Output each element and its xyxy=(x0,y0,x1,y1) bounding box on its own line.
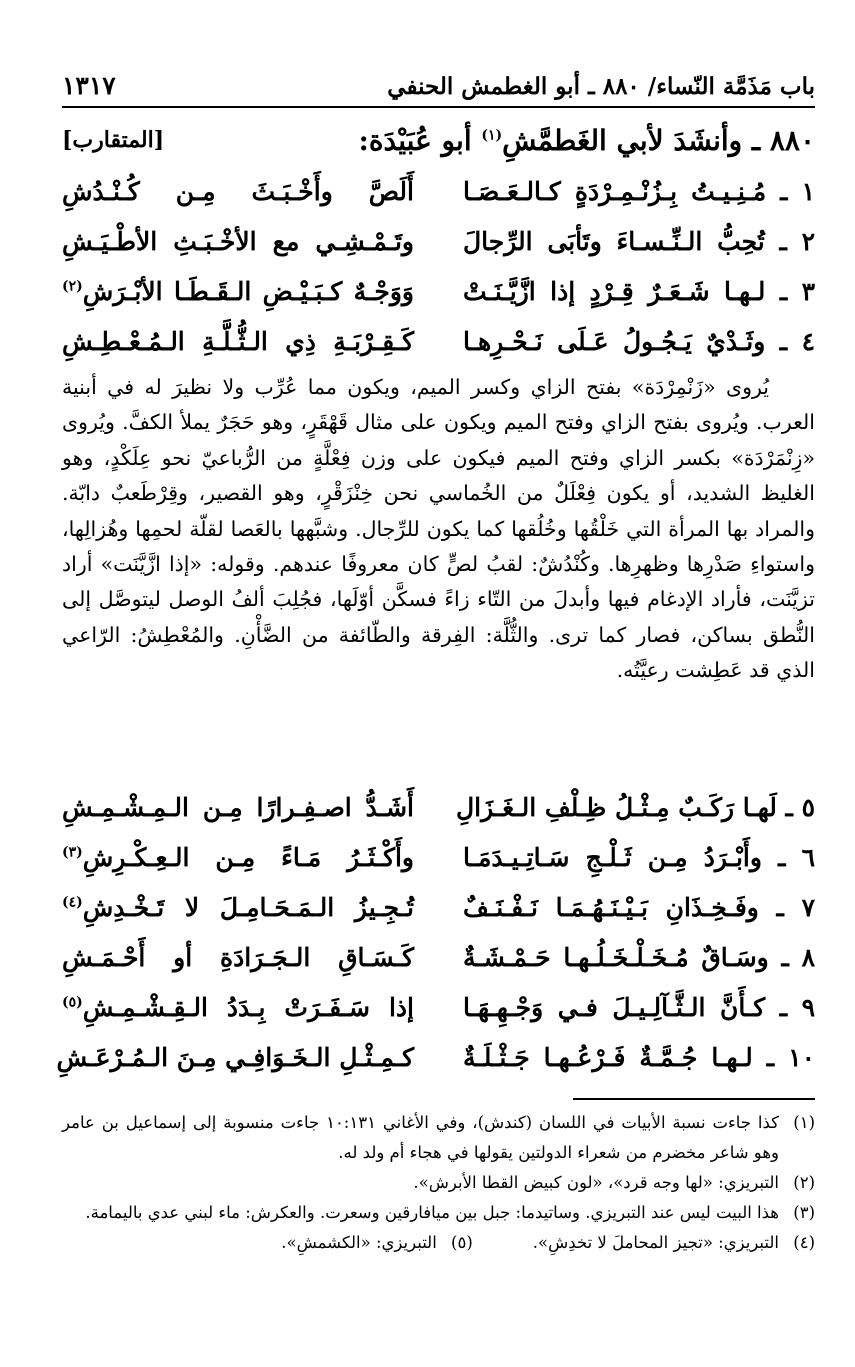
verse-second-hemistich: أَشَـدُّ اصـفِـرارًا مِـن الـمِـشْـمِـشِ xyxy=(62,792,414,822)
verse-line xyxy=(62,316,815,366)
footnote-marker: (٤) xyxy=(62,894,83,911)
verse-first-hemistich: ٣ ـ لـهـا شَـعَـرٌ قِـرْدٍ إذا ازَّيَّـنَـتْ xyxy=(463,276,815,306)
footnotes xyxy=(62,1108,815,1258)
meter-label: [المتقارب] xyxy=(62,127,165,153)
footnote-marker: (٢) xyxy=(62,278,83,295)
verse-first-hemistich: ٢ ـ تُحِبُّ الـنِّـسـاءَ وتَأبَى الرِّجالَ xyxy=(463,226,815,256)
footnote-marker: (٣) xyxy=(62,844,83,861)
footnote-text: التبريزي: «تجيز المحاملَ لا تخدِشِ». xyxy=(532,1233,779,1252)
verse-line xyxy=(62,166,815,216)
verse-first-hemistich: ٥ ـ لَهـا رَكَـبٌ مِـثْـلُ ظِـلْفِ الـغَـزَالِ xyxy=(456,792,815,822)
footnote-number: (٣) xyxy=(793,1203,815,1222)
footnote xyxy=(62,1198,815,1228)
poem-heading xyxy=(62,118,815,162)
verse-first-hemistich: ٩ ـ كـأَنَّ الـثَّـآلِـيـلَ فـي وَجْـهِـهَـا xyxy=(463,992,815,1022)
running-header xyxy=(62,60,815,108)
verse-line xyxy=(56,1032,815,1082)
footnote xyxy=(533,1228,815,1258)
footnote-text: التبريزي: «لها وجه قرد»، «لون كبيض القطا الأبرش». xyxy=(413,1173,779,1192)
verse-first-hemistich: ٧ ـ وفَـخِـذَانِ بَـيْـنَـهُـمَـا نَـفْـنَـفٌ xyxy=(463,892,815,922)
footnote xyxy=(62,1168,815,1198)
verse-second-hemistich: كَـسَـاقِ الـجَـرَادَةِ أو أَحْـمَـشِ xyxy=(62,942,414,972)
verse-second-text: وَوَجْـهٌ كـبَـيْـضِ الـقَـطَـا الأبْـرَشِ xyxy=(82,276,414,306)
footnote-marker: (١) xyxy=(481,127,503,144)
poem-title xyxy=(359,124,816,157)
verse-first-hemistich: ٦ ـ وأَبْـرَدُ مِـن ثَـلْـجِ سَـاتِـيـدَمَـا xyxy=(463,842,815,872)
verse-first-hemistich: ٨ ـ وسَـاقٌ مُـخَـلْـخَـلُـهـا حَـمْـشَـةٌ xyxy=(463,942,815,972)
verse-line xyxy=(62,832,815,882)
verse-second-hemistich: كـمِـثْـلِ الـخَـوَافِـي مِـنَ الـمُـرْعَـشِ xyxy=(56,1042,414,1072)
footnote-marker: (٥) xyxy=(62,994,83,1011)
page-number: ١٣١٧ xyxy=(62,71,116,100)
verse-group-2 xyxy=(56,782,815,1082)
verse-second-hemistich: كَـقِـرْبَـةِ ذِي الـثُّـلَّـةِ الـمُـعْـطِـشِ xyxy=(62,326,414,356)
footnote-text: هذا البيت ليس عند التبريزي. وساتيدما: جبل بين ميافارقين وسعرت. والعكرش: ماء لبني عدي باليمامة. xyxy=(85,1203,779,1222)
running-title: باب مَذَمَّة النّساء/ ٨٨٠ ـ أبو الغطمش الحنفي xyxy=(387,73,815,100)
verse-second-hemistich xyxy=(62,993,414,1022)
verse-second-text: تُـجِـيزُ الـمَـحَـامِـلَ لا تَـخْـدِشِ xyxy=(82,892,414,922)
verse-second-text: وأَكْـثَـرُ مَـاءً مِـن الـعِـكْـرِشِ xyxy=(82,842,414,872)
poem-title-suffix: أبو عُبَيْدَة: xyxy=(358,123,482,157)
footnote-text: كذا جاءت نسبة الأبيات في اللسان (كندش)، وفي الأغاني ١٠:١٣١ جاءت منسوبة إلى إسماعيل بن عامر وهو شاعر مخضرم من شعراء الدولتين يقولها في هجاء أم ولد له. xyxy=(62,1113,779,1162)
footnote-number: (٤) xyxy=(793,1233,815,1252)
footnote xyxy=(281,1228,473,1258)
poem-title-text: ٨٨٠ ـ وأنشَدَ لأبي الغَطمَّشِ xyxy=(502,123,815,157)
verse-line xyxy=(62,932,815,982)
verse-line xyxy=(62,782,815,832)
commentary-paragraph: يُروى «زَنْمِرْدَة» بفتح الزاي وكسر الميم، ويكون مما عُرِّب ولا نظيرَ له في أبنية العرب. ويُروى بفتح الزاي وفتح الميم ويكون على مثال قَهْقَرٍ، وهو حَجَرٌ يملأ الكفَّ. ويُروى «زِنْمَرْدَة» بكسر الزاي وفتح الميم فيكون على وزن فِعْلَّةٍ من الرُّباعيّ نحو عِلَكْدٍ، وهو الغليظ الشديد، أو يكون فِعْلَلٌ من الخُماسي نحن خِنْزَقْرٍ، وهو القصير، وقِرْطَعبٌ دابّة. والمراد بها المرأة التي خَلْقُها وخُلُقها كما يكون للرِّجال. وشبَّهها بالعَصا لقلّة لحمِها وهُزالِها، واستواءِ صَدْرِها وظهرِها. وكُنْدُشٌ: لقبُ لصٍّ كان معروفًا عندهم. وقوله: «إذا ازَّيَّنَت» أراد تزيَّنَت، فأراد الإدغام فيها وأبدلَ من التّاء زاءً فسكَّن أوّلَها، فجُلِبَ ألفُ الوصل ليتوصَّل إلى النُّطق بساكن، فصار كما ترى. والثُّلَّة: الفِرقة والطّائفة من الضَّأْنِ. والمُعْطِشُ: الرّاعي الذي قد عَطِشت رعيَّتُه. xyxy=(62,375,815,683)
footnote-text: التبريزي: «الكشمشِ». xyxy=(281,1233,437,1252)
verse-first-hemistich: ١ ـ مُـنِـيـتُ بِـزُنْـمِـرْدَةٍ كـالـعَـصَـا xyxy=(463,176,815,206)
verse-second-hemistich xyxy=(62,277,414,306)
footnote xyxy=(62,1108,815,1168)
verse-second-text: إذا سَـفَـرَتْ بِـدَدُ الـقِـشْـمِـشِ xyxy=(82,992,414,1022)
footnote-pair xyxy=(62,1228,815,1258)
verse-first-hemistich: ١٠ ـ لـهـا جُـمَّـةٌ فَـرْعُـهـا جَـثْـلَـةٌ xyxy=(463,1042,815,1072)
verse-line xyxy=(62,982,815,1032)
verse-second-hemistich: أَلَصَّ وأَخْـبَـثَ مِـن كُـنْـدُشِ xyxy=(62,176,414,206)
verse-second-hemistich xyxy=(62,843,414,872)
verse-group-1 xyxy=(62,166,815,366)
verse-second-hemistich xyxy=(62,893,414,922)
verse-line xyxy=(62,882,815,932)
verse-first-hemistich: ٤ ـ وثَـدْيٌ يَـجُـولُ عَـلَى نَـحْـرِهـا xyxy=(463,326,815,356)
footnote-number: (٥) xyxy=(451,1233,473,1252)
verse-line xyxy=(62,266,815,316)
footnote-number: (١) xyxy=(793,1113,815,1132)
verse-line xyxy=(62,216,815,266)
footnote-separator xyxy=(573,1098,815,1100)
verse-second-hemistich: وتَـمْـشِـي مع الأخْـبَـثِ الأطْـيَـشِ xyxy=(62,226,414,256)
footnote-number: (٢) xyxy=(793,1173,815,1192)
